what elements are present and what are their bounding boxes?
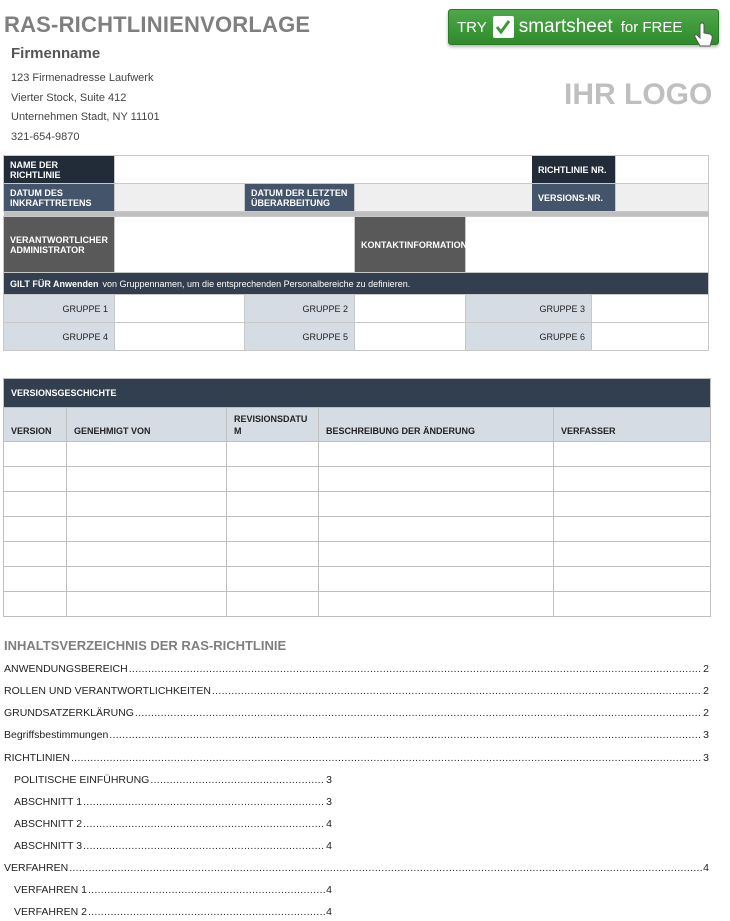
column-header: VERSION	[4, 408, 67, 442]
toc-entry[interactable]: Begriffsbestimmungen ..... 3	[4, 729, 709, 741]
contact-label: KONTAKTINFORMATIONEN	[355, 217, 466, 273]
toc-entry[interactable]: ROLLEN UND VERANTWORTLICHKEITEN ..... 2	[4, 685, 709, 697]
logo-placeholder: IHR LOGO	[564, 78, 713, 111]
toc-entry[interactable]: ABSCHNITT 2 ..... 4	[14, 818, 332, 830]
toc-entry[interactable]: VERFAHREN ..... 4	[4, 862, 709, 874]
admin-label: VERANTWORTLICHER ADMINISTRATOR	[4, 217, 115, 273]
column-header: BESCHREIBUNG DER ÄNDERUNG	[319, 408, 554, 442]
group-field[interactable]	[115, 323, 245, 351]
toc-entry[interactable]: RICHTLINIEN ..... 3	[4, 752, 709, 764]
company-phone: 321-654-9870	[11, 131, 80, 143]
toc-entry[interactable]: VERFAHREN 2 ..... 4	[14, 906, 332, 918]
admin-field[interactable]	[115, 217, 355, 273]
contact-field[interactable]	[466, 217, 709, 273]
toc-entry[interactable]: VERFAHREN 1 ..... 4	[14, 884, 332, 896]
applies-to-banner	[4, 273, 709, 295]
toc-entry[interactable]: ANWENDUNGSBEREICH ..... 2	[4, 663, 709, 675]
company-address-line-2: Vierter Stock, Suite 412	[11, 92, 127, 104]
group-label: GRUPPE 4	[4, 323, 115, 351]
policy-name-label: NAME DER RICHTLINIE	[4, 156, 115, 184]
toc-title: INHALTSVERZEICHNIS DER RAS-RICHTLINIE	[4, 638, 287, 653]
toc-entry[interactable]: ABSCHNITT 1 ..... 3	[14, 796, 332, 808]
column-header: GENEHMIGT VON	[67, 408, 227, 442]
group-field[interactable]	[115, 295, 245, 323]
group-field[interactable]	[355, 323, 466, 351]
applies-to-bold: GILT FÜR Anwenden	[10, 278, 99, 289]
table-row	[4, 542, 711, 567]
try-label: TRY	[457, 18, 487, 36]
column-header: VERFASSER	[554, 408, 711, 442]
table-row	[4, 517, 711, 542]
try-smartsheet-button[interactable]	[448, 9, 719, 45]
version-history-table	[3, 378, 711, 617]
group-field[interactable]	[592, 323, 709, 351]
table-row	[4, 567, 711, 592]
policy-name-field[interactable]	[115, 156, 592, 184]
group-field[interactable]	[355, 295, 466, 323]
version-history-title: VERSIONSGESCHICHTE	[4, 379, 711, 408]
table-row	[4, 442, 711, 467]
policy-number-field[interactable]	[616, 156, 709, 184]
version-number-field[interactable]	[616, 184, 709, 212]
last-revision-label: DATUM DER LETZTEN ÜBERARBEITUNG	[245, 184, 355, 212]
toc-entry[interactable]: ABSCHNITT 3 ..... 4	[14, 840, 332, 852]
toc-entry[interactable]: POLITISCHE EINFÜHRUNG ..... 3	[14, 774, 332, 786]
group-label: GRUPPE 2	[245, 295, 355, 323]
group-label: GRUPPE 5	[245, 323, 355, 351]
group-field[interactable]	[592, 295, 709, 323]
toc-entry[interactable]: GRUNDSATZERKLÄRUNG ..... 2	[4, 707, 709, 719]
table-row	[4, 492, 711, 517]
group-label: GRUPPE 1	[4, 295, 115, 323]
company-name: Firmenname	[11, 45, 101, 62]
version-number-label: VERSIONS-NR.	[532, 184, 615, 211]
brand-label: smartsheet	[518, 16, 613, 37]
group-label: GRUPPE 3	[466, 295, 592, 323]
applies-to-text: von Gruppennamen, um die entsprechenden Personalbereiche zu definieren.	[102, 278, 411, 289]
checkmark-icon	[493, 16, 514, 38]
pointer-hand-icon	[693, 22, 715, 48]
table-row	[4, 592, 711, 617]
table-row	[4, 467, 711, 492]
company-address-line-1: 123 Firmenadresse Laufwerk	[11, 72, 154, 84]
effective-date-label: DATUM DES INKRAFTTRETENS	[4, 184, 115, 212]
policy-number-label: RICHTLINIE NR.	[532, 156, 615, 183]
company-address-line-3: Unternehmen Stadt, NY 11101	[11, 111, 160, 123]
for-free-label: for FREE	[620, 18, 683, 36]
document-title: RAS-RICHTLINIENVORLAGE	[4, 12, 311, 37]
group-label: GRUPPE 6	[466, 323, 592, 351]
effective-date-field[interactable]	[115, 184, 245, 212]
column-header: REVISIONSDATUM	[227, 408, 319, 442]
